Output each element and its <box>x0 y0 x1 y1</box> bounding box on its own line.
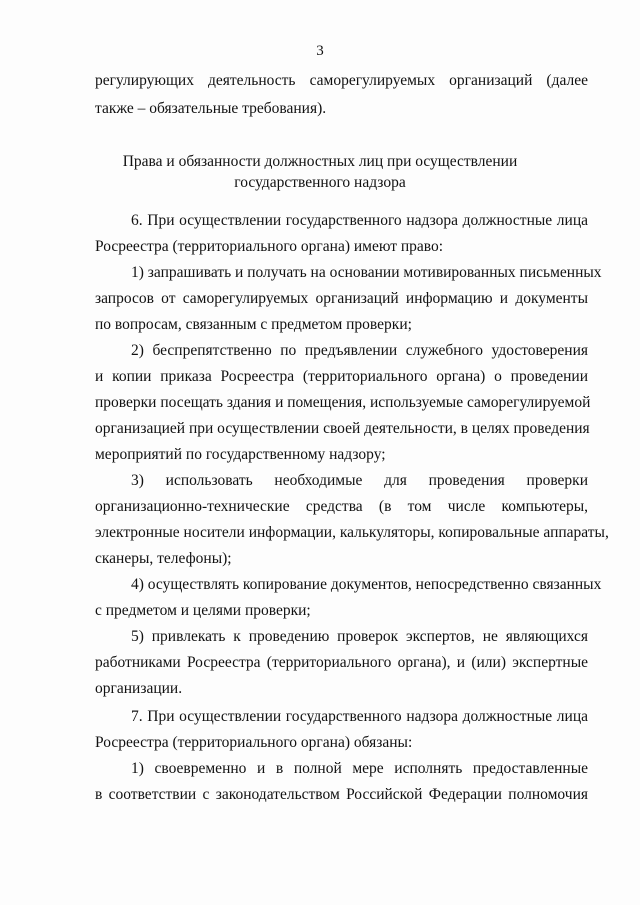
text-line: 3) использовать необходимые для проведения проверки <box>131 472 588 489</box>
text-line: проверки посещать здания и помещения, используемые саморегулируемой <box>95 394 591 411</box>
text-line: 7. При осуществлении государственного надзора должностные лица <box>131 708 588 725</box>
text-line: организацией при осуществлении своей деятельности, в целях проведения <box>95 420 590 437</box>
section-heading: государственного надзора <box>234 174 406 191</box>
text-line: сканеры, телефоны); <box>95 550 232 567</box>
text-line: организации. <box>95 680 183 697</box>
text-line: 4) осуществлять копирование документов, непосредственно связанных <box>131 576 602 593</box>
text-line: 1) запрашивать и получать на основании мотивированных письменных <box>131 264 602 281</box>
text-line: Росреестра (территориального органа) обязаны: <box>95 734 413 751</box>
text-line: 1) своевременно и в полной мере исполнять предоставленные <box>131 760 588 777</box>
text-line: работниками Росреестра (территориального органа), и (или) экспертные <box>95 654 588 671</box>
text-line: 5) привлекать к проведению проверок экспертов, не являющихся <box>131 628 588 645</box>
text-line: по вопросам, связанным с предметом проверки; <box>95 316 412 333</box>
text-line: также – обязательные требования). <box>95 100 327 117</box>
text-line: и копии приказа Росреестра (территориального органа) о проведении <box>95 368 588 385</box>
section-heading: Права и обязанности должностных лиц при осуществлении <box>122 153 518 170</box>
text-line: мероприятий по государственному надзору; <box>95 446 386 463</box>
text-line: Росреестра (территориального органа) имеют право: <box>95 238 444 255</box>
text-line: регулирующих деятельность саморегулируемых организаций (далее <box>95 72 588 89</box>
page-number: 3 <box>316 43 324 59</box>
text-line: 6. При осуществлении государственного надзора должностные лица <box>131 212 588 229</box>
text-line: в соответствии с законодательством Российской Федерации полномочия <box>95 786 588 803</box>
text-line: организационно-технические средства (в том числе компьютеры, <box>95 498 588 515</box>
text-line: с предметом и целями проверки; <box>95 602 311 619</box>
text-line: 2) беспрепятственно по предъявлении служебного удостоверения <box>131 342 588 359</box>
text-line: электронные носители информации, калькуляторы, копировальные аппараты, <box>95 524 609 541</box>
text-line: запросов от саморегулируемых организаций информацию и документы <box>95 290 588 307</box>
